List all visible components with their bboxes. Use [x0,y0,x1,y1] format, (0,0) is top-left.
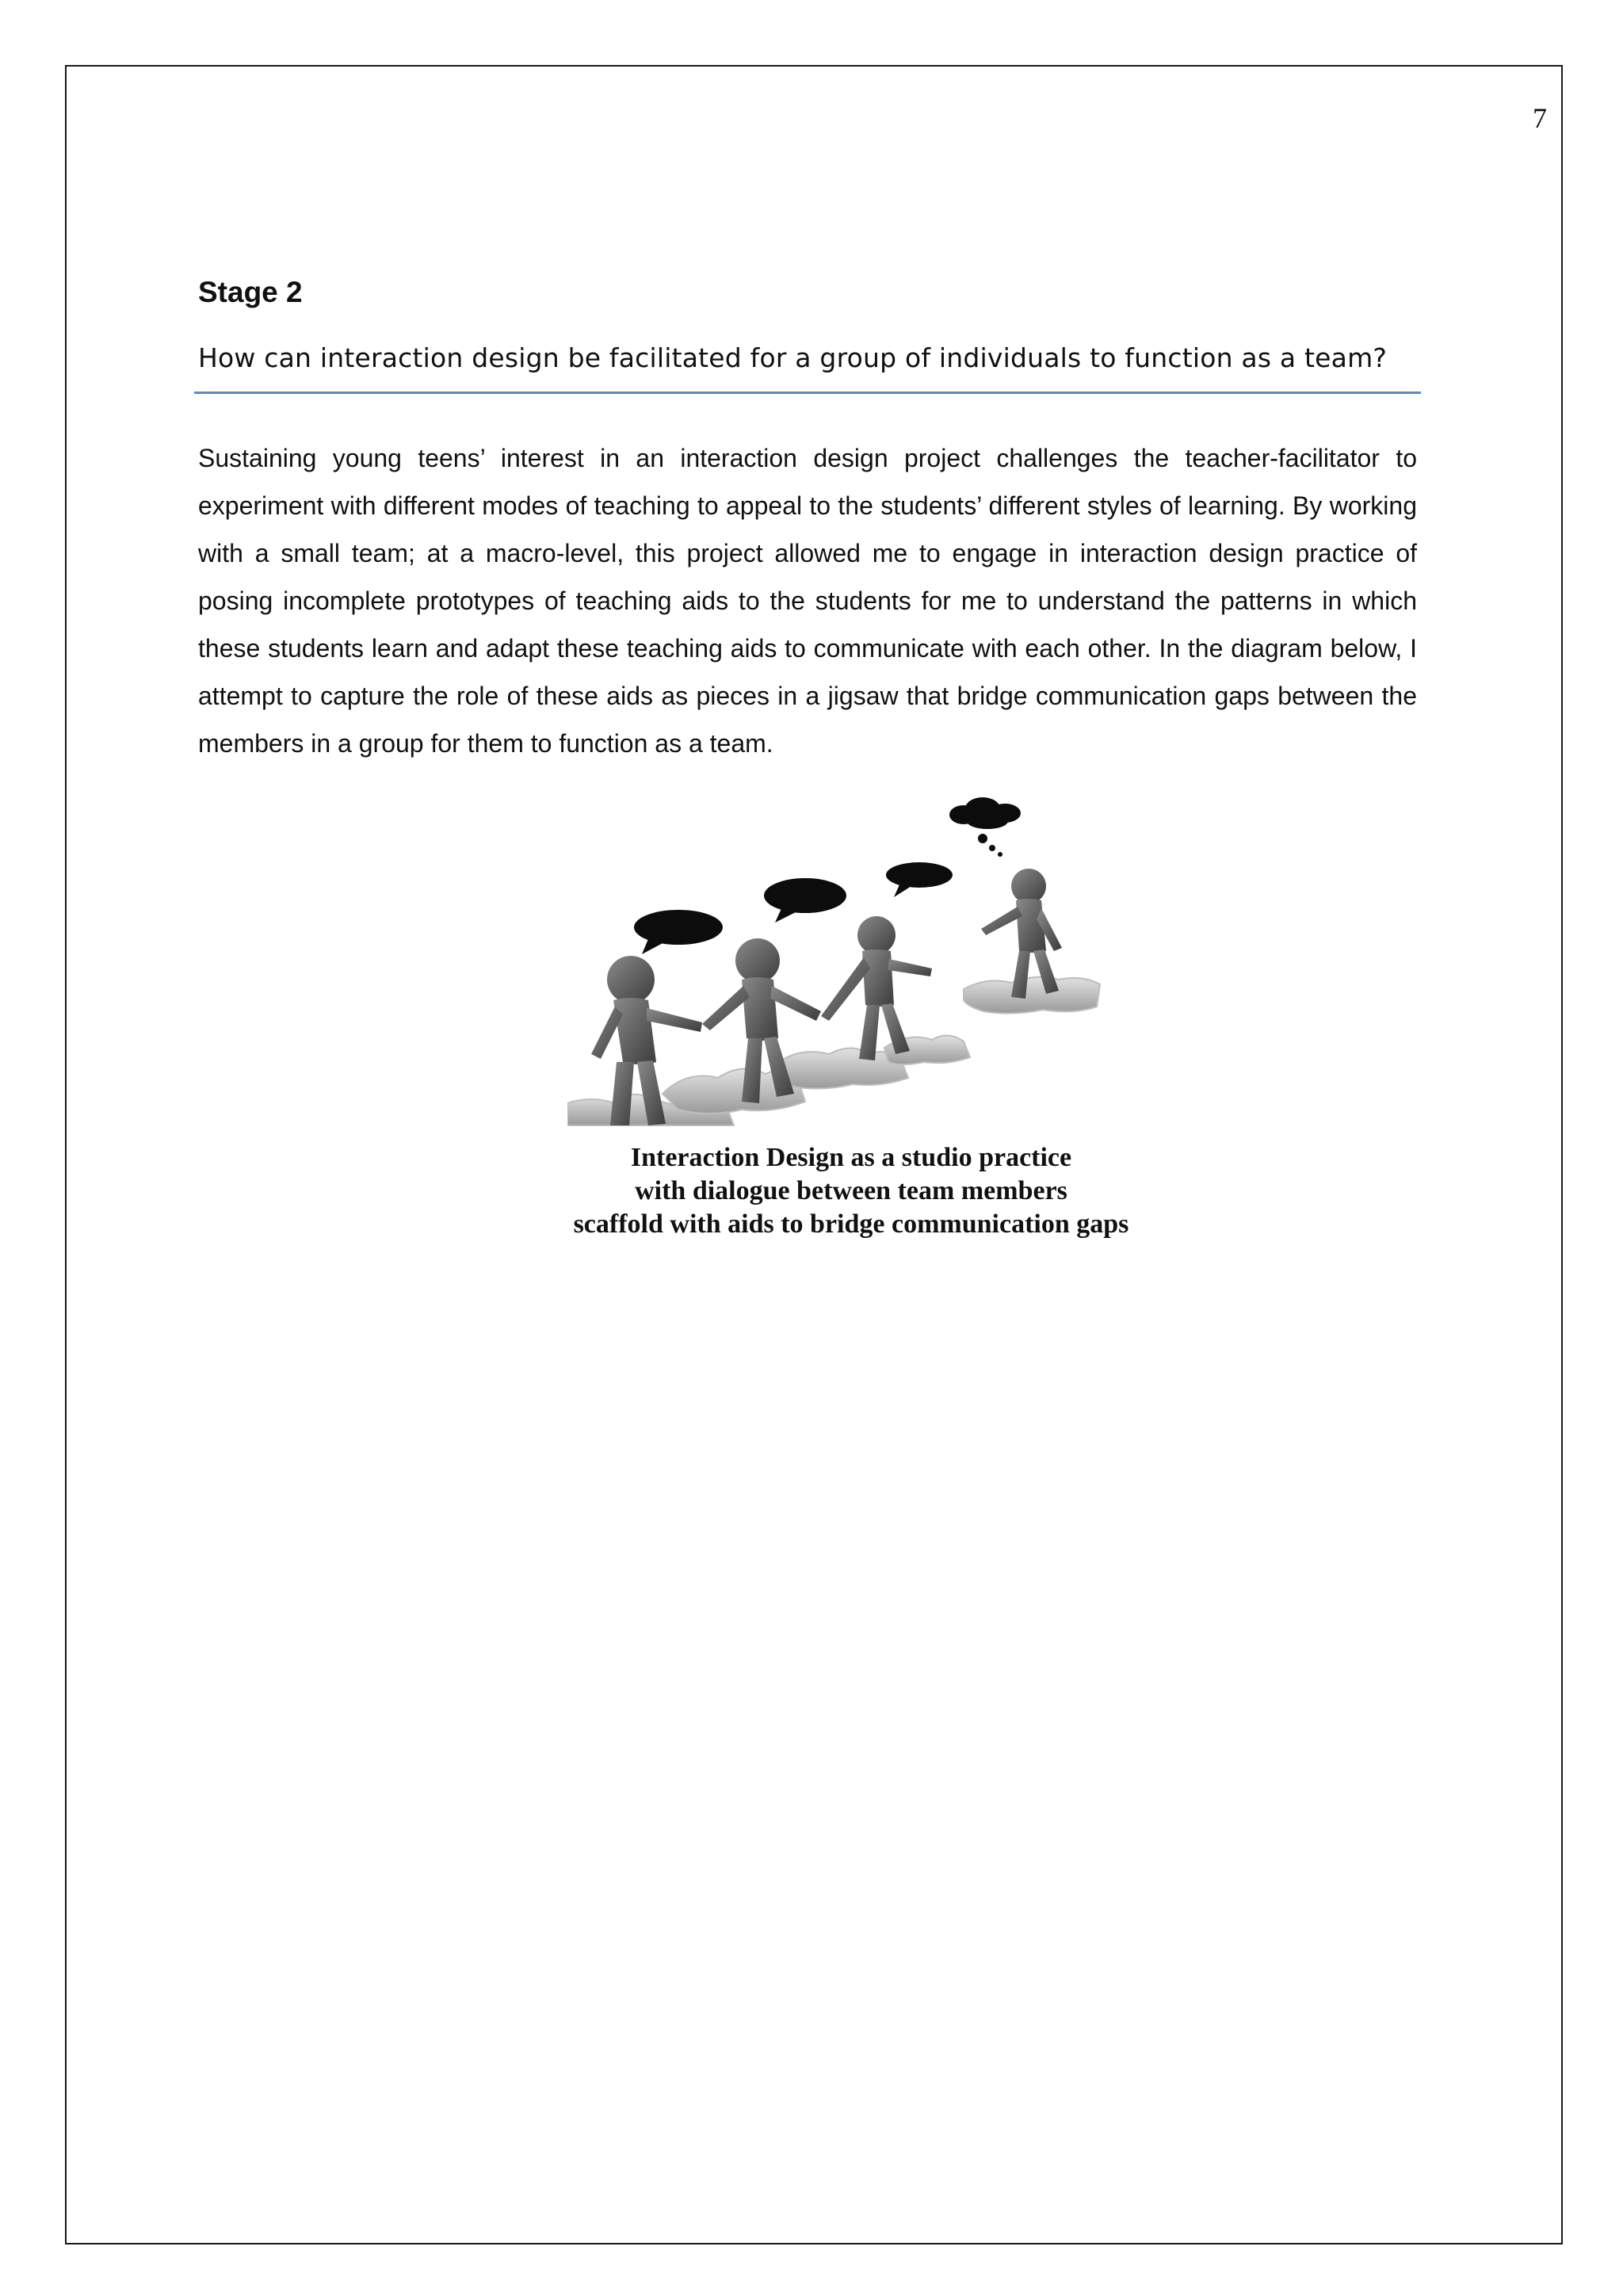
speech-bubbles [634,862,953,954]
section-title: Stage 2 [198,276,303,308]
figure-4 [981,869,1062,999]
page-number: 7 [1533,102,1547,134]
section-question: How can interaction design be facilitated for a group of individuals to function as a team? [198,342,1388,373]
caption-line-1: Interaction Design as a studio practice [630,1143,1072,1172]
figure-caption [455,1141,1247,1241]
caption-line-3: scaffold with aids to bridge communication gaps [573,1209,1129,1239]
team-figure-illustration [567,793,1106,1135]
body-paragraph: Sustaining young teens’ interest in an interaction design project challenges the teacher-facilitator to experiment with different modes of teaching to appeal to the students’ different styles of learning. By working with a small team; at a macro-level, this project allowed me to engage in interaction design practice of posing incomplete prototypes of teaching aids to the students for me to understand the patterns in which these students learn and adapt these teaching aids to communicate with each other. In the diagram below, I attempt to capture the role of these aids as pieces in a jigsaw that bridge communication gaps between the members in a group for them to function as a team. [198,444,1417,758]
thought-cloud [949,797,1021,857]
caption-line-2: with dialogue between team members [635,1176,1067,1205]
heading-divider [194,392,1421,394]
